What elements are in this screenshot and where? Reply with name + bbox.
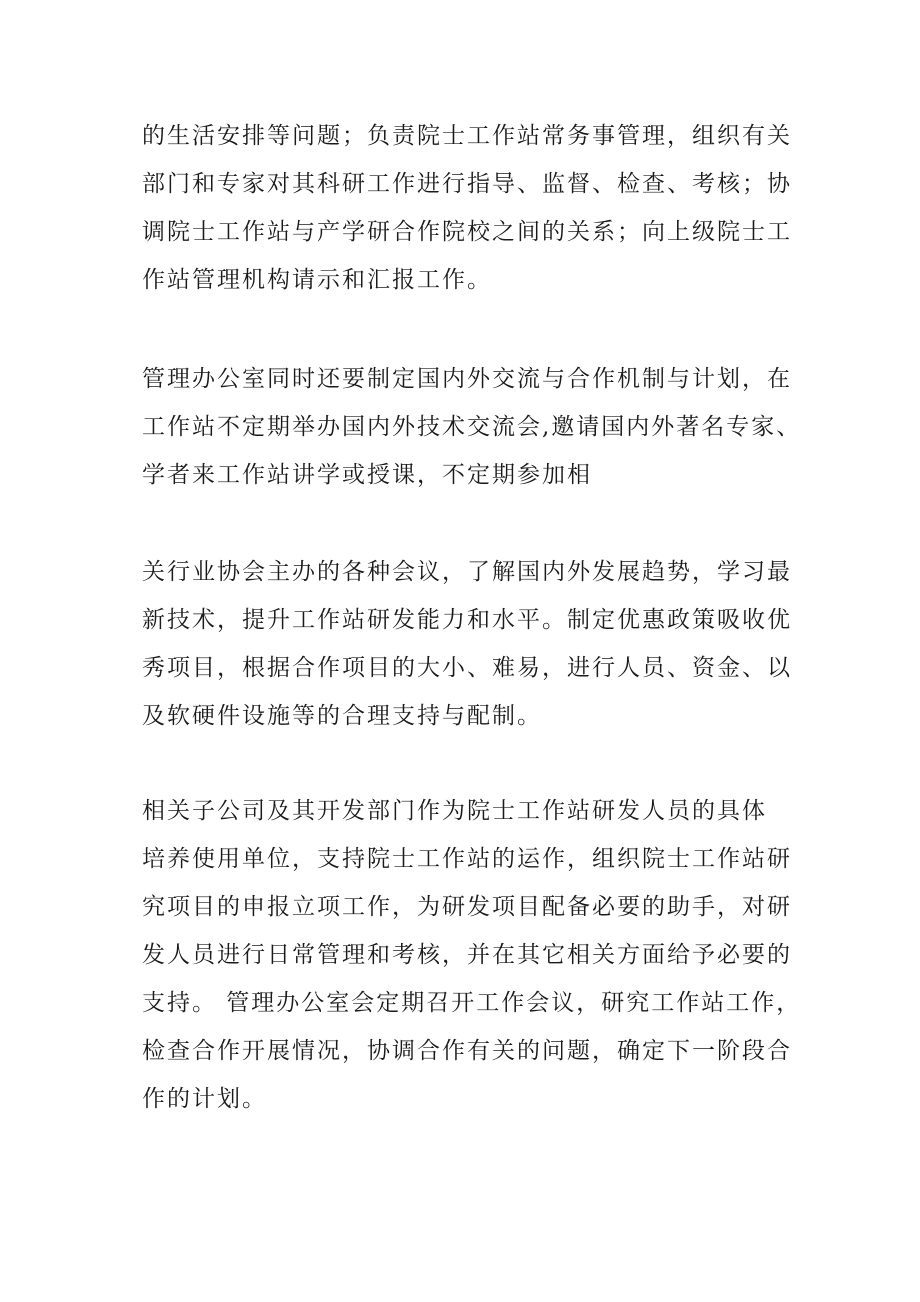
paragraph-3 <box>142 548 802 740</box>
paragraph-line: 新技术，提升工作站研发能力和水平。制定优惠政策吸收优 <box>142 607 792 633</box>
paragraph-line: 检查合作开展情况，协调合作有关的问题，确定下一阶段合 <box>142 1038 792 1064</box>
paragraph-1 <box>142 112 802 304</box>
paragraph-line: 培养使用单位，支持院士工作站的运作，组织院士工作站研 <box>142 846 792 872</box>
paragraph-line: 支持。 管理办公室会定期召开工作会议，研究工作站工作， <box>142 990 802 1016</box>
paragraph-line: 部门和专家对其科研工作进行指导、监督、检查、考核；协 <box>142 171 792 197</box>
paragraph-line: 学者来工作站讲学或授课，不定期参加相 <box>142 462 592 488</box>
paragraph-line: 秀项目，根据合作项目的大小、难易，进行人员、资金、以 <box>142 655 792 681</box>
paragraph-line: 作站管理机构请示和汇报工作。 <box>142 267 492 293</box>
paragraph-line: 的生活安排等问题；负责院士工作站常务事管理，组织有关 <box>142 123 792 149</box>
paragraph-line: 作的计划。 <box>142 1086 267 1112</box>
paragraph-line: 相关子公司及其开发部门作为院士工作站研发人员的具体 <box>142 798 767 824</box>
paragraph-2 <box>142 355 802 499</box>
paragraph-line: 究项目的申报立项工作，为研发项目配备必要的助手，对研 <box>142 894 792 920</box>
paragraph-line: 及软硬件设施等的合理支持与配制。 <box>142 703 542 729</box>
paragraph-line: 调院士工作站与产学研合作院校之间的关系；向上级院士工 <box>142 219 792 245</box>
paragraph-4 <box>142 787 802 1123</box>
paragraph-line: 关行业协会主办的各种会议，了解国内外发展趋势，学习最 <box>142 559 792 585</box>
paragraph-line: 管理办公室同时还要制定国内外交流与合作机制与计划，在 <box>142 366 792 392</box>
paragraph-line: 工作站不定期举办国内外技术交流会,邀请国内外著名专家、 <box>142 414 802 440</box>
paragraph-line: 发人员进行日常管理和考核，并在其它相关方面给予必要的 <box>142 942 792 968</box>
